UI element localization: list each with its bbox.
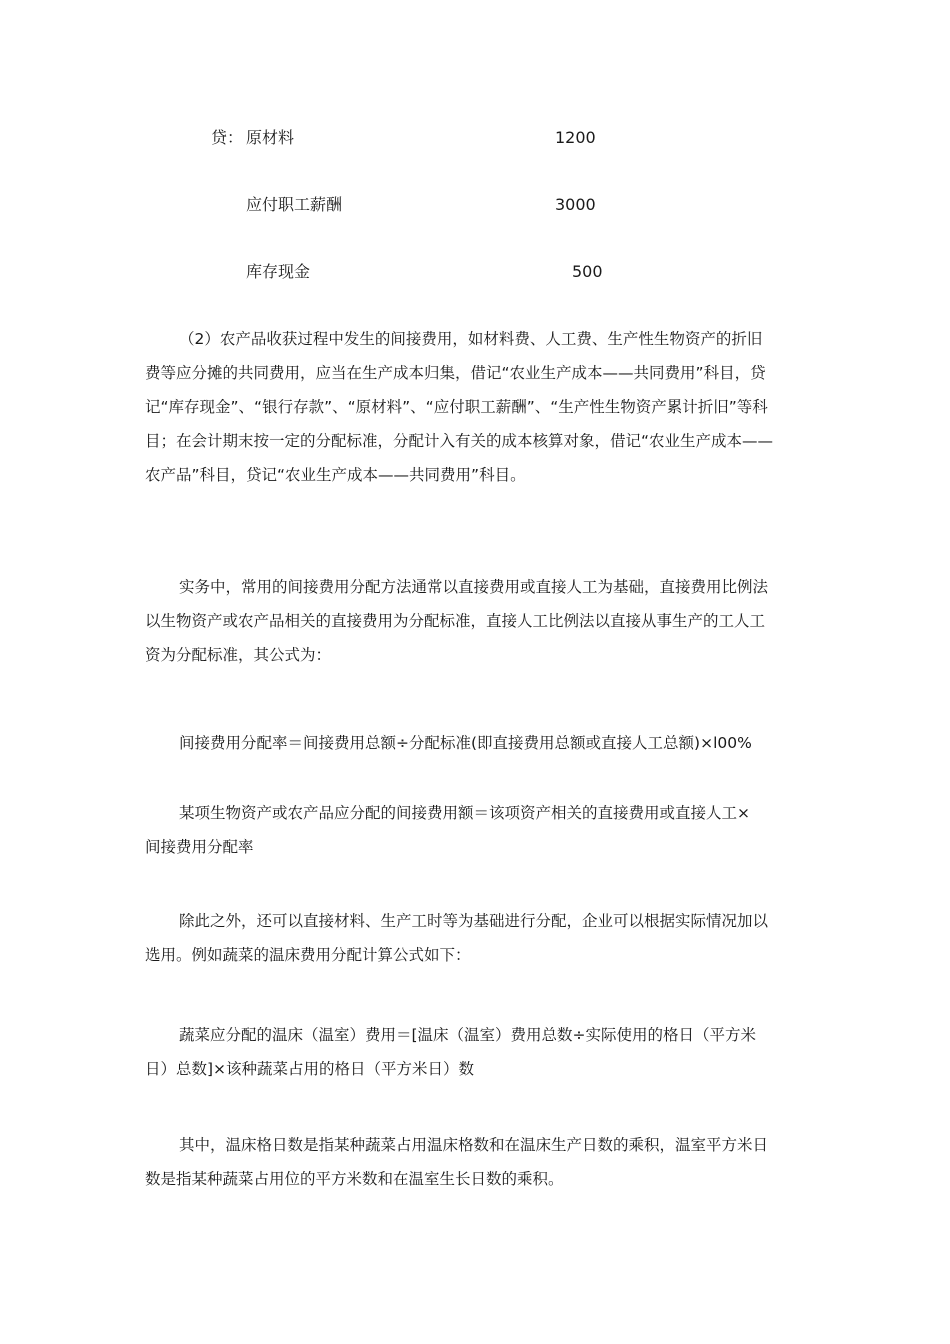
paragraph-line: 数是指某种蔬菜占用位的平方米数和在温室生长日数的乘积。: [145, 1170, 564, 1188]
amount: 3000: [555, 195, 596, 214]
account-name: 应付职工薪酬: [246, 195, 343, 214]
paragraph-line: 记“库存现金”、“银行存款”、“原材料”、“应付职工薪酬”、“生产性生物资产累计折旧”等科: [145, 398, 768, 416]
formula-hotbed-cost: [145, 1018, 810, 1086]
paragraph-line: 某项生物资产或农产品应分配的间接费用额＝该项资产相关的直接费用或直接人工×: [179, 804, 750, 822]
paragraph-line: 资为分配标准，其公式为：: [145, 646, 332, 664]
amount: 1200: [555, 128, 596, 147]
paragraph-line: 除此之外，还可以直接材料、生产工时等为基础进行分配，企业可以根据实际情况加以: [179, 912, 769, 930]
paragraph-line: 选用。例如蔬菜的温床费用分配计算公式如下：: [145, 946, 471, 964]
paragraph-line: 日）总数]×该种蔬菜占用的格日（平方米日）数: [145, 1060, 475, 1078]
formula-allocated-amount: [145, 796, 810, 864]
paragraph-line: 蔬菜应分配的温床（温室）费用＝[温床（温室）费用总数÷实际使用的格日（平方米: [179, 1026, 757, 1044]
account-name: 库存现金: [246, 262, 311, 281]
paragraph-line: 其中，温床格日数是指某种蔬菜占用温床格数和在温床生产日数的乘积，温室平方米日: [179, 1136, 769, 1154]
paragraph-line: 费等应分摊的共同费用，应当在生产成本归集，借记“农业生产成本——共同费用”科目，贷: [145, 364, 766, 382]
paragraph-line: 目；在会计期末按一定的分配标准，分配计入有关的成本核算对象，借记“农业生产成本——: [145, 432, 774, 450]
paragraph-allocation-methods: [145, 570, 810, 672]
paragraph-definitions: [145, 1128, 810, 1196]
journal-row-payroll: [0, 195, 950, 215]
paragraph-other-bases: [145, 904, 810, 972]
formula-allocation-rate: [145, 726, 810, 760]
paragraph-line: 实务中，常用的间接费用分配方法通常以直接费用或直接人工为基础，直接费用比例法: [179, 578, 769, 596]
paragraph-line: 以生物资产或农产品相关的直接费用为分配标准，直接人工比例法以直接从事生产的工人工: [145, 612, 766, 630]
account-name: 原材料: [246, 128, 295, 147]
paragraph-line: 间接费用分配率＝间接费用总额÷分配标准(即直接费用总额或直接人工总额)×l00%: [179, 734, 752, 752]
paragraph-line: （2）农产品收获过程中发生的间接费用，如材料费、人工费、生产性生物资产的折旧: [179, 330, 763, 348]
amount: 500: [572, 262, 603, 281]
paragraph-indirect-costs: [145, 322, 810, 492]
journal-row-raw-materials: [0, 128, 950, 148]
credit-prefix: 贷：: [211, 128, 244, 147]
journal-row-cash: [0, 262, 950, 282]
paragraph-line: 农产品”科目，贷记“农业生产成本——共同费用”科目。: [145, 466, 526, 484]
paragraph-line: 间接费用分配率: [145, 838, 254, 856]
